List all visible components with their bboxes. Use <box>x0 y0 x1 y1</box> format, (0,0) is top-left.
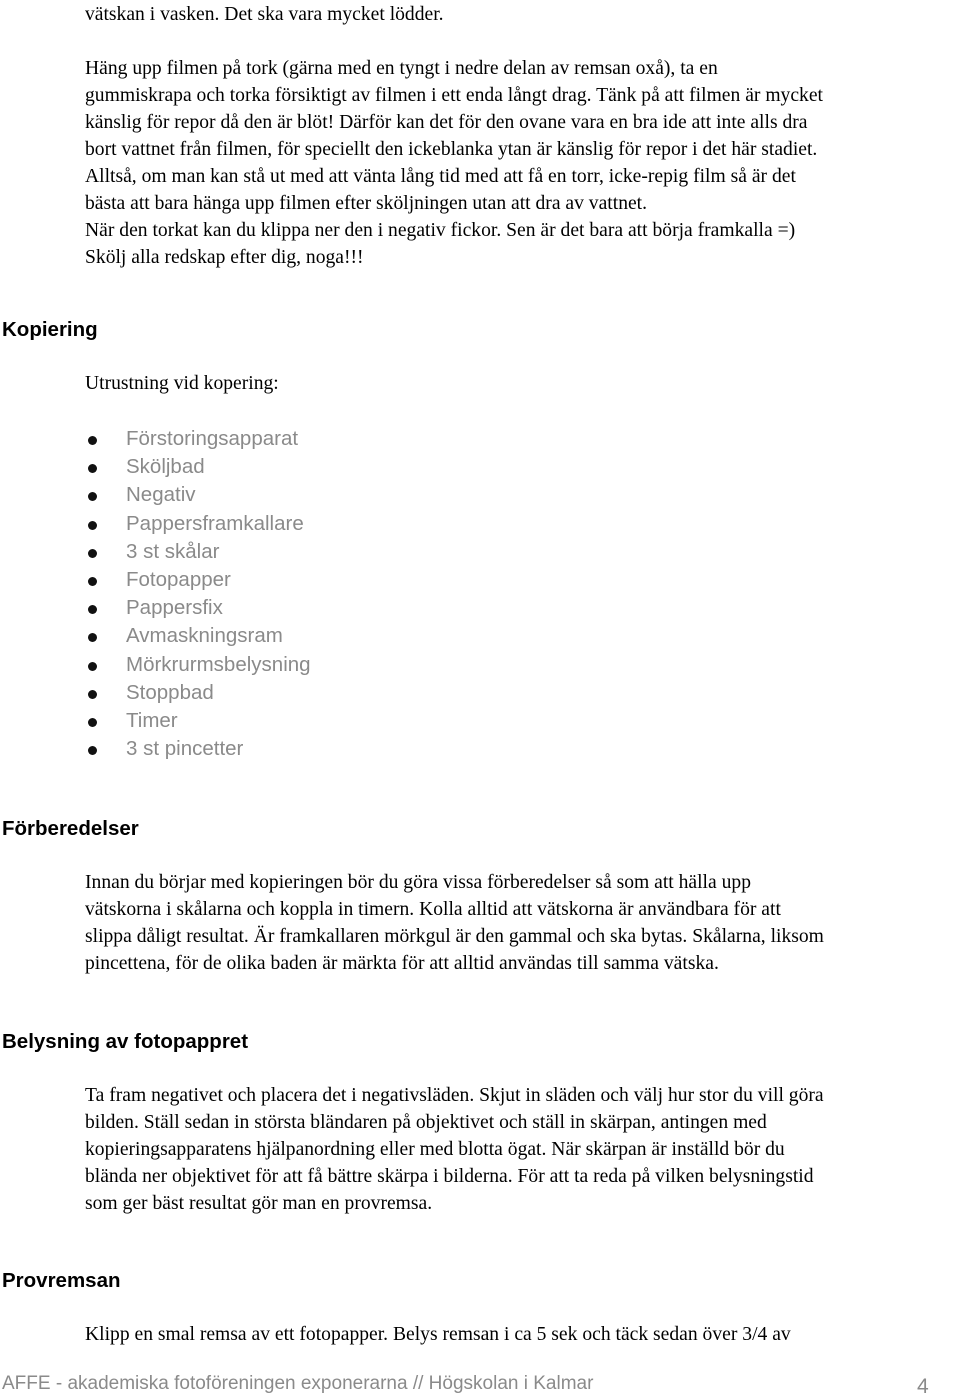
paragraph-line: vätskorna i skålarna och koppla in timern. Kolla alltid att vätskorna är användbara för att <box>85 899 781 920</box>
section-heading-belysning: Belysning av fotopappret <box>2 1030 249 1053</box>
list-item <box>85 510 311 538</box>
paragraph-line: pincettena, för de olika baden är märkta för att alltid användas till samma vätska. <box>85 953 719 974</box>
list-item-label: Timer <box>126 708 178 732</box>
paragraph-line: slippa dåligt resultat. Är framkallaren mörkgul är den gammal och ska bytas. Skålarna, liksom <box>85 926 824 947</box>
list-item <box>85 453 311 481</box>
bullet-icon <box>88 746 97 755</box>
top-paragraph <box>85 1 955 271</box>
paragraph-line: Innan du börjar med kopieringen bör du göra vissa förberedelser så som att hälla upp <box>85 872 751 893</box>
section-heading-forberedelser: Förberedelser <box>2 817 139 840</box>
paragraph-line: bästa att bara hänga upp filmen efter sköljningen utan att dra av vattnet. <box>85 193 648 214</box>
paragraph-line: När den torkat kan du klippa ner den i negativ fickor. Sen är det bara att börja framkalla =) <box>85 220 796 241</box>
paragraph-line: Häng upp filmen på tork (gärna med en tyngt i nedre delan av remsan oxå), ta en <box>85 58 718 79</box>
bullet-icon <box>88 464 97 473</box>
page-footer: AFFE - akademiska fotoföreningen exponerarna // Högskolan i Kalmar <box>2 1373 594 1394</box>
paragraph-line: kopieringsapparatens hjälpanordning eller med blotta ögat. När skärpan är inställd bör du <box>85 1139 785 1160</box>
list-item <box>85 707 311 735</box>
bullet-icon <box>88 690 97 699</box>
list-item <box>85 594 311 622</box>
equipment-intro: Utrustning vid kopering: <box>85 373 279 394</box>
bullet-icon <box>88 436 97 445</box>
list-item-label: Avmaskningsram <box>126 624 283 648</box>
bullet-icon <box>88 633 97 642</box>
list-item <box>85 425 311 453</box>
bullet-icon <box>88 718 97 727</box>
paragraph-line: Ta fram negativet och placera det i negativsläden. Skjut in släden och välj hur stor du vill göra <box>85 1085 824 1106</box>
belysning-paragraph <box>85 1082 955 1217</box>
list-item-label: Pappersframkallare <box>126 511 304 535</box>
list-item <box>85 651 311 679</box>
section-heading-kopiering: Kopiering <box>2 318 98 341</box>
list-item <box>85 538 311 566</box>
list-item-label: Negativ <box>126 483 196 507</box>
list-item <box>85 481 311 509</box>
paragraph-line: blända ner objektivet för att få bättre skärpa i bilderna. För att ta reda på vilken belysningstid <box>85 1166 814 1187</box>
paragraph-line: som ger bäst resultat gör man en provremsa. <box>85 1193 433 1214</box>
list-item-label: Fotopapper <box>126 567 231 591</box>
list-item-label: Mörkrurmsbelysning <box>126 652 311 676</box>
paragraph-line: Skölj alla redskap efter dig, noga!!! <box>85 247 364 268</box>
bullet-icon <box>88 521 97 530</box>
paragraph-line: vätskan i vasken. Det ska vara mycket lödder. <box>85 4 444 25</box>
bullet-icon <box>88 549 97 558</box>
equipment-list <box>85 425 311 763</box>
list-item <box>85 622 311 650</box>
paragraph-line: Alltså, om man kan stå ut med att vänta lång tid med att få en torr, icke-repig film så är det <box>85 166 796 187</box>
list-item <box>85 679 311 707</box>
list-item-label: 3 st pincetter <box>126 737 244 761</box>
bullet-icon <box>88 492 97 501</box>
list-item-label: Stoppbad <box>126 680 214 704</box>
bullet-icon <box>88 577 97 586</box>
section-heading-provremsan: Provremsan <box>2 1269 121 1292</box>
bullet-icon <box>88 662 97 671</box>
list-item <box>85 566 311 594</box>
list-item-label: 3 st skålar <box>126 539 220 563</box>
bullet-icon <box>88 605 97 614</box>
list-item <box>85 735 311 763</box>
paragraph-line: bort vattnet från filmen, för speciellt den ickeblanka ytan är känslig för repor i det här stadiet. <box>85 139 818 160</box>
list-item-label: Sköljbad <box>126 455 205 479</box>
list-item-label: Pappersfix <box>126 596 223 620</box>
page-number: 4 <box>917 1375 929 1398</box>
paragraph-line: Klipp en smal remsa av ett fotopapper. Belys remsan i ca 5 sek och täck sedan över 3/4 av <box>85 1324 791 1345</box>
paragraph-line: bilden. Ställ sedan in största bländaren på objektivet och ställ in skärpan, antingen med <box>85 1112 767 1133</box>
forberedelser-paragraph <box>85 869 955 977</box>
paragraph-line: gummiskrapa och torka försiktigt av filmen i ett enda långt drag. Tänk på att filmen är mycket <box>85 85 823 106</box>
paragraph-line: känslig för repor då den är blöt! Därför kan det för den ovane vara en bra ide att inte alls dra <box>85 112 808 133</box>
provremsan-paragraph <box>85 1321 955 1348</box>
list-item-label: Förstoringsapparat <box>126 427 299 450</box>
